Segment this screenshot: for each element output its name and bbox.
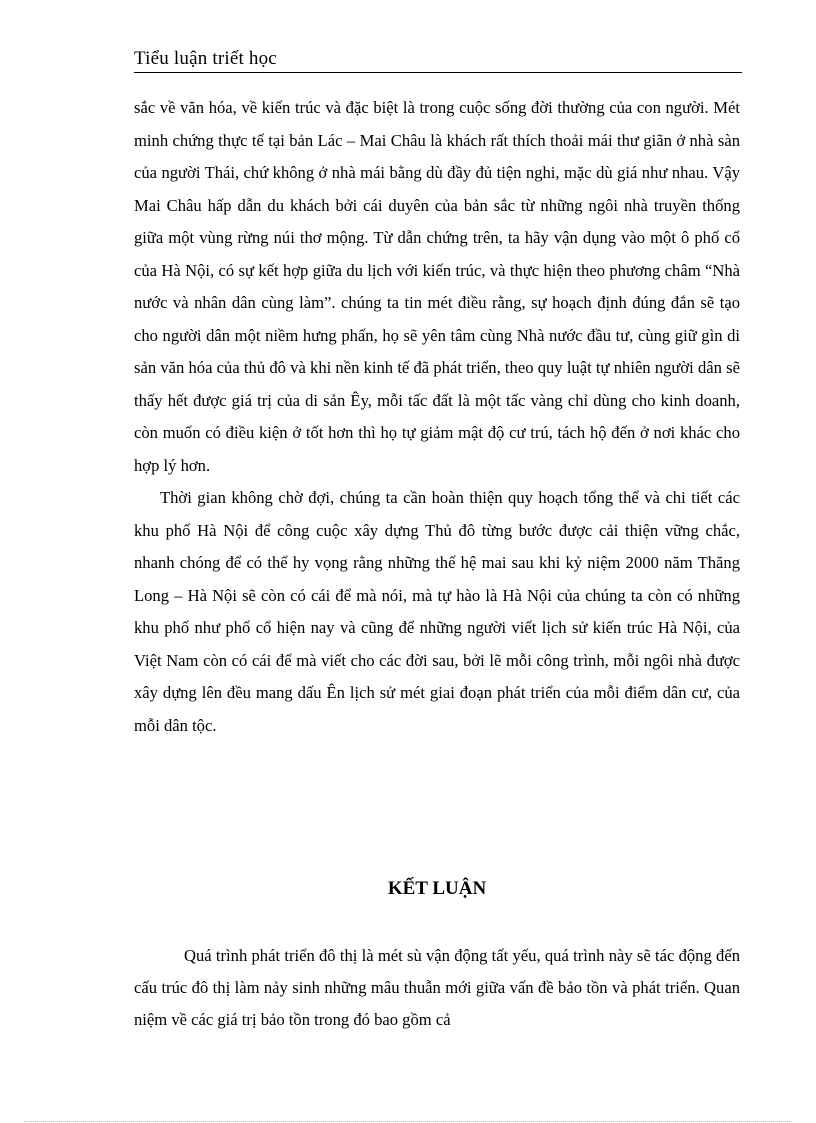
section-heading: KẾT LUẬN [387,878,487,899]
body-paragraph-1: sắc về văn hóa, về kiến trúc và đặc biệt là trong cuộc sống đời thường của con người. Mét minh chứng thực tế tại bản Lác – Mai Châu là khách rất thích thoải mái thư giãn ở nhà sàn của người Thái, chứ không ở nhà mái bằng dù đầy đủ tiện nghi, mặc dù giá như nhau. Vậy Mai Châu hấp dẫn du khách bởi cái duyên của bản sắc từ những ngôi nhà truyền thống giữa một vùng rừng núi thơ mộng. Từ dẫn chứng trên, ta hãy vận dụng vào một ô phố cổ của Hà Nội, có sự kết hợp giữa du lịch với kiến trúc, và thực hiện theo phương châm “Nhà nước và nhân dân cùng làm”. chúng ta tin mét điều rằng, sự hoạch định đúng đắn sẽ tạo cho người dân một niềm hưng phấn, họ sẽ yên tâm cùng Nhà nước đầu tư, cùng giữ gìn di sản văn hóa của thủ đô và khi nền kinh tế đã phát triển, theo quy luật tự nhiên người dân sẽ thấy hết được giá trị của di sản Êy, mỗi tấc đất là một tấc vàng chỉ dùng cho kinh doanh, còn muốn có điều kiện ở tốt hơn thì họ tự giảm mật độ cư trú, tách hộ đến ở nơi khác cho hợp lý hơn. [134,98,740,475]
conclusion-paragraph: Quá trình phát triển đô thị là mét sù vận động tất yếu, quá trình này sẽ tác động đến cấu trúc đô thị làm nảy sinh những mâu thuẫn mới giữa vấn đề bảo tồn và phát triển. Quan niệm về các giá trị bảo tồn trong đó bao gồm cả [134,946,740,1029]
header-title: Tiểu luận triết học [134,48,277,69]
footer-rule [24,1121,792,1122]
body-paragraph-2: Thời gian không chờ đợi, chúng ta cần hoàn thiện quy hoạch tổng thể và chi tiết các khu phố Hà Nội để công cuộc xây dựng Thủ đô từng bước được cải thiện vững chắc, nhanh chóng để có thể hy vọng rằng những thế hệ mai sau khi kỷ niệm 2000 năm Thăng Long – Hà Nội sẽ còn có cái để mà nói, mà tự hào là Hà Nội của chúng ta còn có những khu phố như phố cổ hiện nay và cũng để những người viết lịch sử kiến trúc Hà Nội, của Việt Nam còn có cái để mà viết cho các đời sau, bởi lẽ mỗi công trình, mỗi ngôi nhà được xây dựng lên đều mang dấu Ên lịch sử mét giai đoạn phát triển của mỗi điểm dân cư, của mỗi dân tộc. [134,488,740,735]
conclusion-text [134,940,740,1036]
body-text [134,92,740,742]
page-header [134,48,742,73]
